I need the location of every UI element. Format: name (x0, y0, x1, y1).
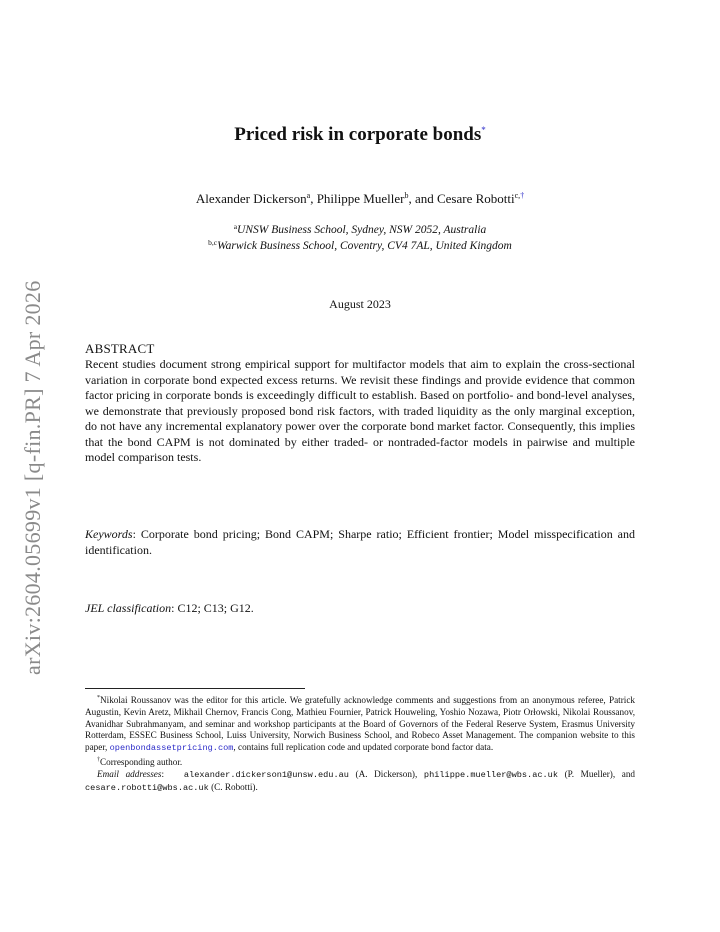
author-name: Philippe Mueller (316, 191, 405, 206)
affil-letter: c, (514, 191, 521, 200)
keywords-text: : Corporate bond pricing; Bond CAPM; Sharpe ratio; Efficient frontier; Model misspecification and identification. (85, 527, 635, 557)
email-owner: (C. Robotti). (208, 781, 258, 792)
website-link[interactable]: openbondassetpricing.com (109, 743, 234, 754)
author-affil-mark: a (306, 191, 311, 200)
arxiv-identifier-stamp: arXiv:2604.05699v1 [q-fin.PR] 7 Apr 2026 (20, 280, 45, 675)
keywords-label: Keywords (85, 527, 133, 541)
footnote-corresponding (85, 755, 635, 769)
footnote-acknowledgement (85, 693, 635, 755)
email-label: Email addresses (97, 768, 162, 779)
acknowledgement-text: Nikolai Roussanov was the editor for this article. We gratefully acknowledge comments and suggestions from an anonymous referee, Patrick Augustin, Kevin Aretz, Mikhail Chernov, Francis Cong, Mathieu Fournier, Patrick Houweling, Yoshio Nozawa, Piotr Orłowski, Nikolai Roussanov, Avanidhar Subrahmanyam, and seminar and workshop participants at the Board of Governors of the Federal Reserve System, Erasmus University Rotterdam, ESSEC Business School, Luiss University, Norwich Business School, and Robeco Asset Management. The companion website to this paper, (85, 695, 635, 753)
affiliation-line (0, 238, 720, 252)
author-name: Alexander Dickerson (195, 191, 307, 206)
footnote-rule (85, 688, 305, 689)
jel-classification (85, 601, 635, 616)
footnotes (85, 693, 635, 794)
affiliation-text: Warwick Business School, Coventry, CV4 7AL, United Kingdom (217, 240, 512, 252)
jel-label: JEL classification (85, 601, 172, 615)
keywords (85, 527, 635, 558)
title-text: Priced risk in corporate bonds (234, 124, 482, 145)
email-link[interactable]: philippe.mueller@wbs.ac.uk (423, 769, 558, 780)
author-name: Cesare Robotti (436, 191, 515, 206)
abstract-text: Recent studies document strong empirical support for multifactor models that aim to explain the cross-sectional variation in corporate bond expected excess returns. We revisit these findings and provide evidence that common factor pricing in corporate bonds is exceedingly difficult to establish. Based on portfolio- and bond-level analyses, we demonstrate that previously proposed bond risk factors, with traded liquidity as the only marginal exception, do not have any incremental explanatory power over the corporate bond market factor. Consequently, this implies that the bond CAPM is not dominated by either traded- or nontraded-factor models in pairwise and multiple model comparison tests. (85, 357, 635, 464)
acknowledgement-text-end: , contains full replication code and updated corporate bond factor data. (233, 742, 494, 753)
corresponding-author-link[interactable]: † (520, 191, 525, 200)
affiliation-mark: a (233, 222, 238, 231)
paper-date: August 2023 (329, 297, 391, 311)
email-owner: (A. Dickerson), (348, 768, 424, 779)
footnote-star-mark: * (97, 695, 100, 701)
affiliation-line (0, 222, 720, 236)
author-separator: , (310, 191, 317, 206)
corresponding-text: Corresponding author. (100, 756, 183, 767)
paper-title (0, 124, 720, 146)
footnote-dagger-mark: † (97, 756, 100, 763)
email-link[interactable]: alexander.dickerson1@unsw.edu.au (183, 769, 349, 780)
affiliation-text: UNSW Business School, Sydney, NSW 2052, Australia (237, 224, 487, 236)
footnote-emails (85, 769, 635, 795)
title-footnote-link[interactable]: * (481, 125, 486, 135)
email-link[interactable]: cesare.robotti@wbs.ac.uk (85, 782, 209, 793)
jel-text: : C12; C13; G12. (171, 601, 254, 615)
email-colon: : (161, 768, 165, 779)
author-separator: , and (408, 191, 437, 206)
author-list (0, 191, 720, 207)
affiliation-mark: b,c (208, 238, 218, 247)
author-affil-mark: b (404, 191, 409, 200)
abstract-heading: ABSTRACT (85, 341, 155, 356)
email-owner: (P. Mueller), and (558, 768, 636, 779)
author-affil-mark (515, 191, 525, 200)
